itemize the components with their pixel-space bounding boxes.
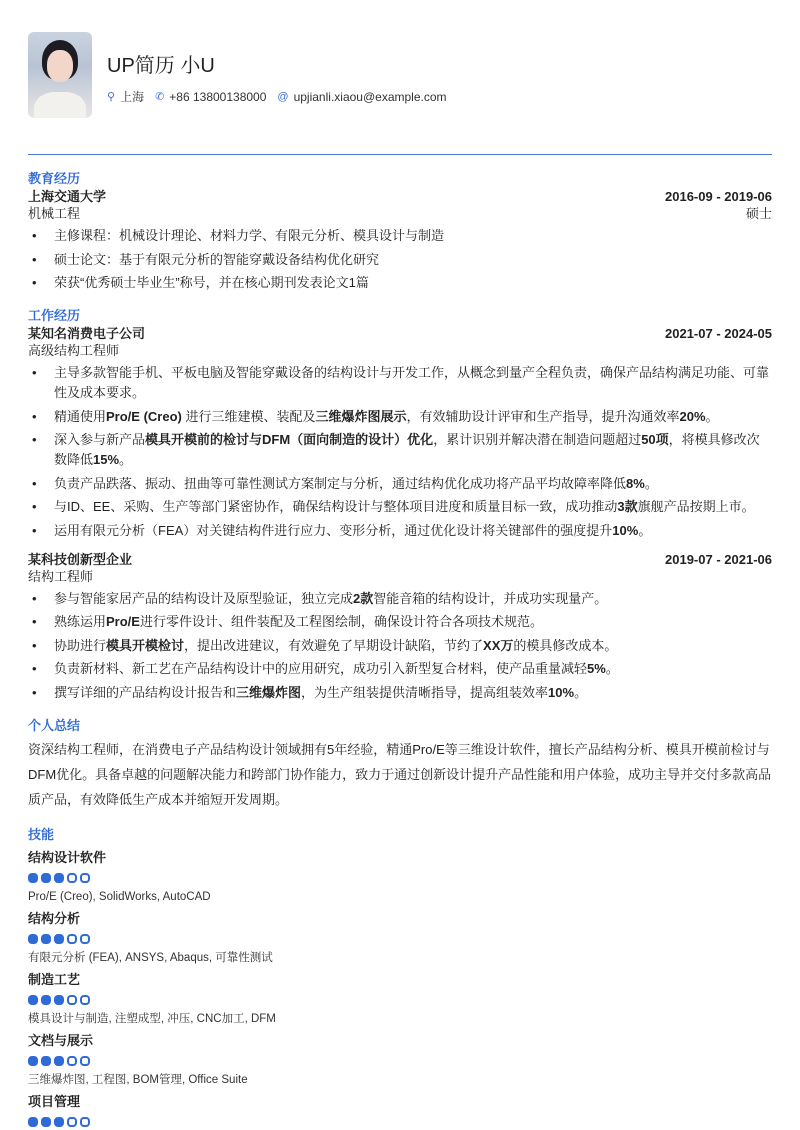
skill-level-rating	[28, 1056, 772, 1066]
bullet-list	[28, 589, 772, 703]
highlight-text: 模具开模检讨	[106, 637, 185, 653]
text-segment: 智能音箱的结构设计，并成功实现量产。	[373, 590, 608, 606]
text-segment: 。	[644, 475, 658, 491]
text-segment: 运用有限元分析（FEA）对关键结构件进行应力、变形分析，通过优化设计将关键部件的强度提升	[54, 522, 613, 538]
map-pin-icon: ⚲	[107, 91, 116, 103]
job-header	[28, 551, 772, 568]
list-item	[28, 363, 772, 403]
list-item	[28, 497, 772, 517]
skill-item	[28, 1092, 772, 1127]
text-segment: 进行零件设计、组件装配及工程图绘制，确保设计符合各项技术规范。	[139, 614, 543, 629]
phone: +86 13800138000	[169, 89, 267, 104]
skill-level-rating	[28, 934, 772, 944]
highlight-text: 2款	[353, 590, 374, 606]
text-segment: ，累计识别并解决潜在制造问题超过	[433, 432, 642, 447]
text-segment: 进行三维建模、装配及	[181, 408, 316, 424]
text-segment: ，提出改进建议，有效避免了早期设计缺陷，节约了	[184, 637, 484, 653]
skill-level-rating	[28, 995, 772, 1005]
section-title: 技能	[28, 826, 55, 842]
skill-name: 文档与展示	[28, 1032, 94, 1048]
highlight-text: 3款	[617, 499, 638, 514]
filled-dot-icon	[54, 1117, 64, 1127]
empty-dot-icon	[67, 1117, 77, 1127]
list-item	[28, 659, 772, 679]
highlight-text: 8%	[626, 475, 645, 491]
candidate-name: UP简历 小U	[107, 55, 215, 77]
empty-dot-icon	[67, 995, 77, 1005]
text-segment: 的模具修改成本。	[513, 637, 618, 653]
skill-name: 项目管理	[28, 1093, 81, 1109]
skill-level-rating	[28, 1117, 772, 1127]
text-segment: 。	[574, 684, 588, 700]
text-segment: 。	[119, 452, 133, 467]
section-title: 个人总结	[28, 717, 81, 733]
filled-dot-icon	[41, 873, 51, 883]
text-segment: 与ID、EE、采购、生产等部门紧密协作，确保结构设计与整体项目进度和质量目标一致，成功推动	[54, 499, 618, 514]
degree: 硕士	[745, 206, 772, 221]
skill-description: 模具设计与制造, 注塑成型, 冲压, CNC加工, DFM	[28, 1012, 276, 1025]
work-section	[28, 307, 772, 703]
empty-dot-icon	[80, 995, 90, 1005]
skill-name: 制造工艺	[28, 971, 81, 987]
phone-icon: ✆	[155, 91, 165, 103]
filled-dot-icon	[41, 995, 51, 1005]
filled-dot-icon	[41, 1056, 51, 1066]
education-section	[28, 170, 772, 293]
text-segment: 熟练运用	[54, 614, 107, 629]
empty-dot-icon	[67, 1056, 77, 1066]
text-segment: ，有效辅助设计评审和生产指导，提升沟通效率	[406, 408, 680, 424]
job-entry	[28, 325, 772, 541]
skill-item	[28, 848, 772, 905]
highlight-text: 20%	[679, 408, 706, 424]
skill-item	[28, 909, 772, 966]
filled-dot-icon	[28, 995, 38, 1005]
role: 结构工程师	[28, 568, 94, 584]
highlight-text: 模具开模前的检讨与DFM（面向制造的设计）优化	[145, 432, 434, 447]
empty-dot-icon	[80, 934, 90, 944]
highlight-text: 50项	[641, 432, 669, 447]
location: 上海	[120, 90, 145, 104]
filled-dot-icon	[28, 1117, 38, 1127]
list-item	[28, 521, 772, 541]
job-role-row	[28, 342, 772, 359]
list-item	[28, 683, 772, 703]
summary-text: 资深结构工程师，在消费电子产品结构设计领域拥有5年经验，精通Pro/E等三维设计软件，擅长产品结构分析、模具开模前检讨与DFM优化。具备卓越的问题解决能力和跨部门协作能力，致力于通过创新设计提升产品性能和用户体验，成功主导并交付多款高品质产品，有效降低生产成本并缩短开发周期。	[28, 741, 772, 807]
job-header	[28, 325, 772, 342]
text-segment: 精通使用	[54, 408, 107, 424]
list-item	[28, 589, 772, 609]
text-segment: 主修课程：机械设计理论、材料力学、有限元分析、模具设计与制造	[54, 228, 445, 243]
list-item	[28, 226, 772, 246]
text-segment: ，为生产组装提供清晰指导，提高组装效率	[301, 684, 549, 700]
highlight-text: 10%	[548, 684, 575, 700]
bullet-list	[28, 226, 772, 293]
section-title: 工作经历	[28, 308, 81, 323]
text-segment: 负责新材料、新工艺在产品结构设计中的应用研究，成功引入新型复合材料，使产品重量减轻	[54, 661, 588, 676]
skill-description: 三维爆炸图, 工程图, BOM管理, Office Suite	[28, 1073, 248, 1086]
list-item	[28, 636, 772, 656]
filled-dot-icon	[41, 1117, 51, 1127]
highlight-text: 5%	[587, 661, 606, 676]
skill-description: 有限元分析 (FEA), ANSYS, Abaqus, 可靠性测试	[28, 951, 273, 964]
filled-dot-icon	[54, 995, 64, 1005]
empty-dot-icon	[67, 873, 77, 883]
highlight-text: 三维爆炸图展示	[315, 408, 407, 424]
filled-dot-icon	[28, 934, 38, 944]
email[interactable]: upjianli.xiaou@example.com	[293, 89, 447, 104]
company: 某科技创新型企业	[28, 551, 133, 567]
filled-dot-icon	[41, 934, 51, 944]
text-segment: 旗舰产品按期上市。	[637, 499, 755, 514]
text-segment: 荣获“优秀硕士毕业生”称号，并在核心期刊发表论文1篇	[54, 275, 369, 290]
summary-section	[28, 717, 772, 812]
skill-name: 结构设计软件	[28, 849, 107, 865]
filled-dot-icon	[54, 873, 64, 883]
empty-dot-icon	[80, 1117, 90, 1127]
empty-dot-icon	[80, 1056, 90, 1066]
text-segment: 。	[638, 522, 652, 538]
filled-dot-icon	[54, 1056, 64, 1066]
skill-name: 结构分析	[28, 910, 81, 926]
text-segment: 撰写详细的产品结构设计报告和	[54, 684, 237, 700]
job-entry	[28, 551, 772, 703]
empty-dot-icon	[80, 873, 90, 883]
list-item	[28, 250, 772, 270]
text-segment: 。	[605, 661, 619, 676]
job-role-row	[28, 568, 772, 585]
filled-dot-icon	[28, 1056, 38, 1066]
list-item	[28, 474, 772, 494]
highlight-text: 10%	[612, 522, 639, 538]
period: 2019-07 - 2021-06	[665, 551, 772, 567]
school: 上海交通大学	[28, 189, 107, 204]
text-segment: 硕士论文：基于有限元分析的智能穿戴设备结构优化研究	[54, 251, 380, 267]
filled-dot-icon	[28, 873, 38, 883]
filled-dot-icon	[54, 934, 64, 944]
contact-info	[107, 88, 447, 105]
skill-item	[28, 1031, 772, 1088]
skills-section	[28, 826, 772, 1127]
skill-item	[28, 970, 772, 1027]
period: 2021-07 - 2024-05	[665, 326, 772, 341]
list-item	[28, 612, 772, 632]
highlight-text: Pro/E (Creo)	[106, 408, 182, 424]
profile-photo	[28, 32, 92, 118]
role: 高级结构工程师	[28, 343, 120, 358]
resume-header	[28, 0, 772, 155]
section-title: 教育经历	[28, 171, 81, 186]
text-segment: 主导多款智能手机、平板电脑及智能穿戴设备的结构设计与开发工作，从概念到量产全程负责，确保产品结构满足功能、可靠性及成本要求。	[54, 365, 770, 400]
highlight-text: 三维爆炸图	[236, 684, 302, 700]
bullet-list	[28, 363, 772, 541]
text-segment: ，将模具修改次数降低	[54, 432, 760, 467]
skill-description: Pro/E (Creo), SolidWorks, AutoCAD	[28, 890, 211, 903]
list-item	[28, 407, 772, 427]
major: 机械工程	[28, 206, 81, 221]
text-segment: 。	[705, 408, 719, 424]
highlight-text: Pro/E	[106, 614, 140, 629]
list-item	[28, 430, 772, 470]
text-segment: 协助进行	[54, 637, 107, 653]
text-segment: 参与智能家居产品的结构设计及原型验证，独立完成	[54, 590, 354, 606]
skill-level-rating	[28, 873, 772, 883]
highlight-text: XX万	[483, 637, 514, 653]
text-segment: 负责产品跌落、振动、扭曲等可靠性测试方案制定与分析，通过结构优化成功将产品平均故障率降低	[54, 475, 627, 491]
empty-dot-icon	[67, 934, 77, 944]
highlight-text: 15%	[93, 452, 120, 467]
period: 2016-09 - 2019-06	[665, 189, 772, 204]
text-segment: 深入参与新产品	[54, 432, 146, 447]
at-icon: @	[277, 90, 289, 103]
company: 某知名消费电子公司	[28, 326, 146, 341]
list-item	[28, 273, 772, 293]
